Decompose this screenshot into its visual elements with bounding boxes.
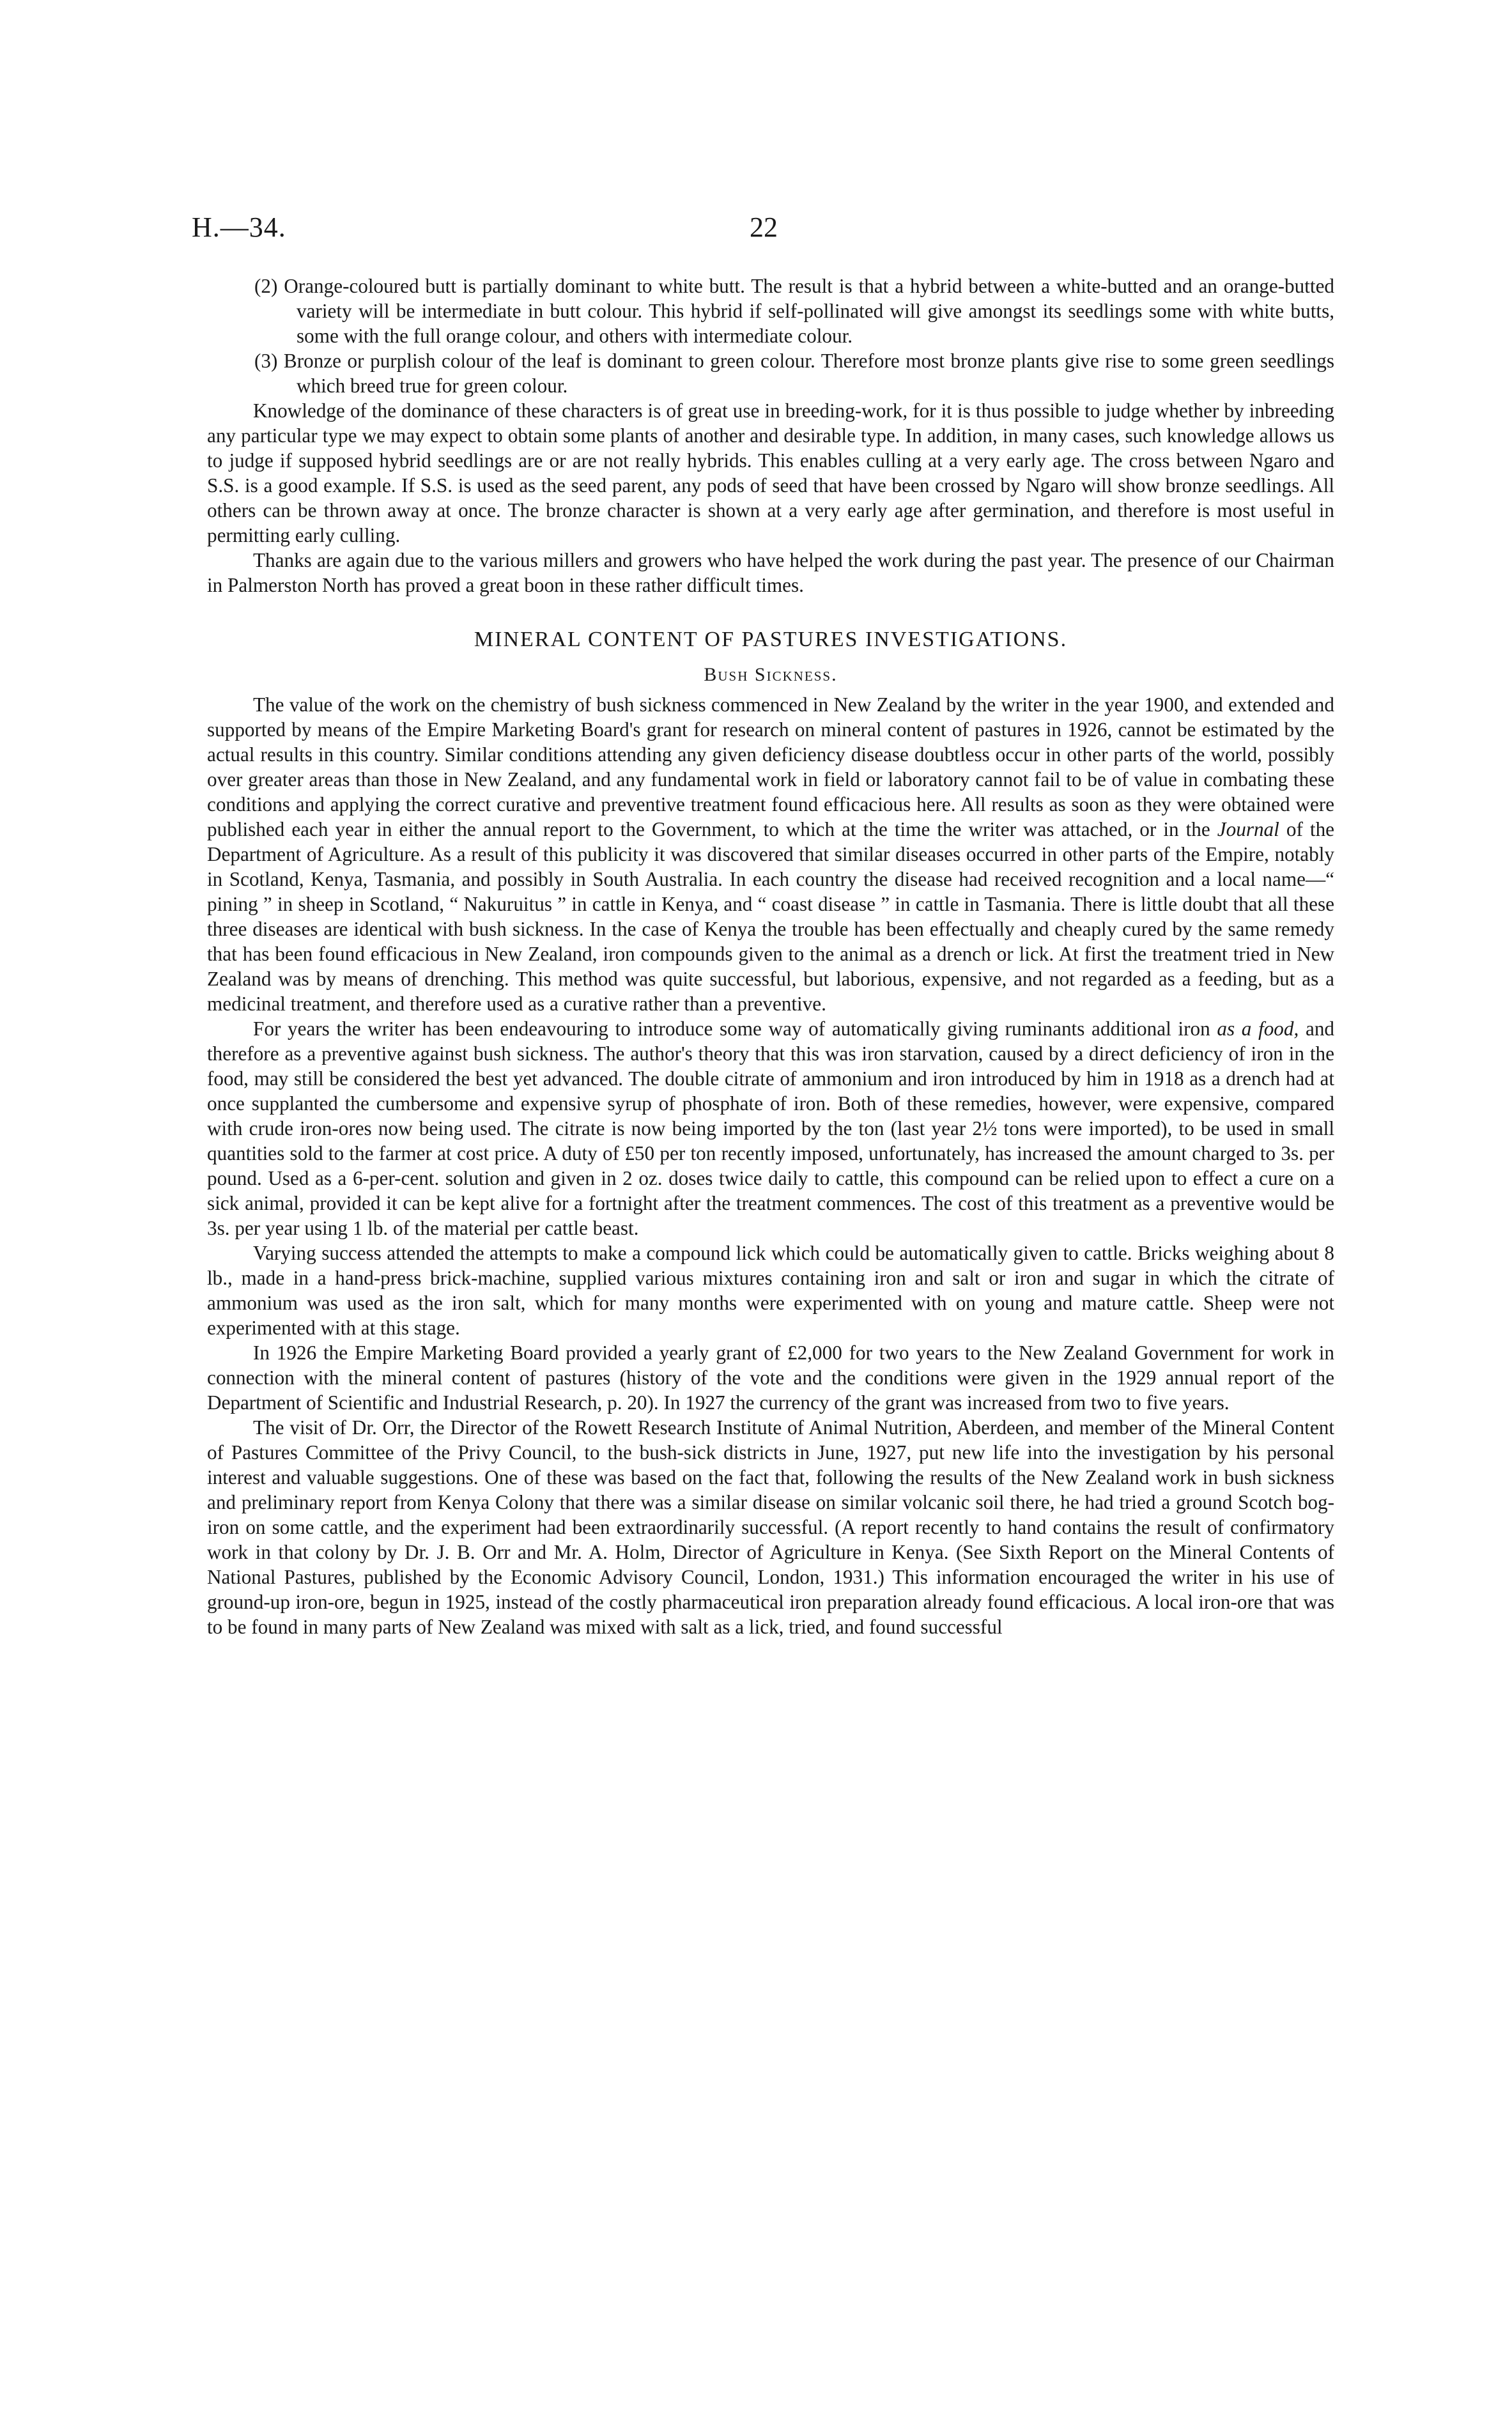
paragraph — [207, 692, 1334, 1016]
italic-text: as a food, — [1217, 1017, 1299, 1040]
document-reference: H.—34. — [192, 212, 286, 243]
body-text — [207, 274, 1334, 1639]
italic-text: Journal — [1217, 818, 1279, 840]
paragraph: In 1926 the Empire Marketing Board provided a yearly grant of £2,000 for two years to the New Zealand Government for work in connection with the mineral content of pastures (history of the vote and the conditions were given in the 1929 annual report of the Department of Scientific and Industrial Research, p. 20). In 1927 the currency of the grant was increased from two to five years. — [207, 1342, 1334, 1414]
paragraph-text: and therefore as a preventive against bush sickness. The author's theory that this was iron starvation, caused by a direct deficiency of iron in the food, may still be considered the best yet advanced. The double citrate of ammonium and iron introduced by him in 1918 as a drench had at once supplanted the cumbersome and expensive syrup of phosphate of iron. Both of these remedies, however, were expensive, compared with crude iron-ores now being used. The citrate is now being imported by the ton (last year 2½ tons were imported), to be used in small quantities sold to the farmer at cost price. A duty of £50 per ton recently imposed, unfortunately, has increased the amount charged to 3s. per pound. Used as a 6-per-cent. solution and given in 2 oz. doses twice daily to cattle, this compound can be relied upon to effect a cure on a sick animal, provided it can be kept alive for a fortnight after the treatment commences. The cost of this treatment as a preventive would be 3s. per year using 1 lb. of the material per cattle beast. — [207, 1017, 1335, 1239]
paragraph: The visit of Dr. Orr, the Director of the Rowett Research Institute of Animal Nutrition, Aberdeen, and member of the Mineral Content of Pastures Committee of the Privy Council, to the bush-sick districts in June, 1927, put new life into the investigation by his personal interest and valuable suggestions. One of these was based on the fact that, following the results of the New Zealand work in bush sickness and preliminary report from Kenya Colony that there was a similar disease on similar volcanic soil there, he had tried a ground Scotch bog-iron on some cattle, and the experiment had been extraordinarily successful. (A report recently to hand contains the result of confirmatory work in that colony by Dr. J. B. Orr and Mr. A. Holm, Director of Agriculture in Kenya. (See Sixth Report on the Mineral Contents of National Pastures, published by the Economic Advisory Council, London, 1931.) This information encouraged the writer in his use of ground-up iron-ore, begun in 1925, instead of the costly pharmaceutical iron preparation already found efficacious. A local iron-ore that was to be found in many parts of New Zealand was mixed with salt as a lick, tried, and found successful — [207, 1416, 1334, 1638]
paragraph — [207, 1016, 1334, 1241]
list-item: (3) Bronze or purplish colour of the leaf is dominant to green colour. Therefore most bronze plants give rise to some green seedlings which breed true for green colour. — [254, 350, 1334, 397]
page-number: 22 — [750, 212, 778, 243]
page-header — [192, 211, 1336, 249]
paragraph-text: For years the writer has been endeavouring to introduce some way of automatically giving ruminants additional iron — [253, 1017, 1210, 1040]
paragraph: Thanks are again due to the various millers and growers who have helped the work during the past year. The presence of our Chairman in Palmerston North has proved a great boon in these rather difficult times. — [207, 549, 1334, 596]
subsection-title: Bush Sickness. — [704, 664, 838, 685]
paragraph-text: of the Department of Agriculture. As a result of this publicity it was discovered that similar diseases occurred in other parts of the Empire, notably in Scotland, Kenya, Tasmania, and possibly in South Australia. In each country the disease had received recognition and a local name—“ pining ” in sheep in Scotland, “ Nakuruitus ” in cattle in Kenya, and “ coast disease ” in cattle in Tasmania. There is little doubt that all these three diseases are identical with bush sickness. In the case of Kenya the trouble has been effectually and cheaply cured by the same remedy that has been found efficacious in New Zealand, iron compounds given to the animal as a drench or lick. At first the treatment tried in New Zealand was by means of drenching. This method was quite successful, but laborious, expensive, and not regarded as a feeding, but as a medicinal treatment, and therefore used as a curative rather than a preventive. — [207, 818, 1335, 1015]
paragraph: Varying success attended the attempts to make a compound lick which could be automatically given to cattle. Bricks weighing about 8 lb., made in a hand-press brick-machine, supplied various mixtures containing iron and salt or iron and sugar in which the citrate of ammonium was used as the iron salt, which for many months were experimented with on young and mature cattle. Sheep were not experimented with at this stage. — [207, 1242, 1334, 1339]
paragraph-text: The value of the work on the chemistry of bush sickness commenced in New Zealand by the writer in the year 1900, and extended and supported by means of the Empire Marketing Board's grant for research on mineral content of pastures in 1926, cannot be estimated by the actual results in this country. Similar conditions attending any given deficiency disease doubtless occur in other parts of the world, possibly over greater areas than those in New Zealand, and any fundamental work in field or laboratory cannot fail to be of value in combating these conditions and applying the correct curative and preventive treatment found efficacious here. All results as soon as they were obtained were published each year in either the annual report to the Government, to which at the time the writer was attached, or in the — [207, 693, 1334, 840]
list-item: (2) Orange-coloured butt is partially dominant to white butt. The result is that a hybrid between a white-butted and an orange-butted variety will be intermediate in butt colour. This hybrid if self-pollinated will give amongst its seedlings some with white butts, some with the full orange colour, and others with intermediate colour. — [254, 275, 1334, 347]
section-title: MINERAL CONTENT OF PASTURES INVESTIGATIONS. — [474, 628, 1068, 651]
paragraph: Knowledge of the dominance of these characters is of great use in breeding-work, for it is thus possible to judge whether by inbreeding any particular type we may expect to obtain some plants of another and desirable type. In addition, in many cases, such knowledge allows us to judge if supposed hybrid seedlings are or are not really hybrids. This enables culling at a very early age. The cross between Ngaro and S.S. is a good example. If S.S. is used as the seed parent, any pods of seed that have been crossed by Ngaro will show bronze seedlings. All others can be thrown away at once. The bronze character is shown at a very early age after germination, and therefore is most useful in permitting early culling. — [207, 399, 1334, 546]
